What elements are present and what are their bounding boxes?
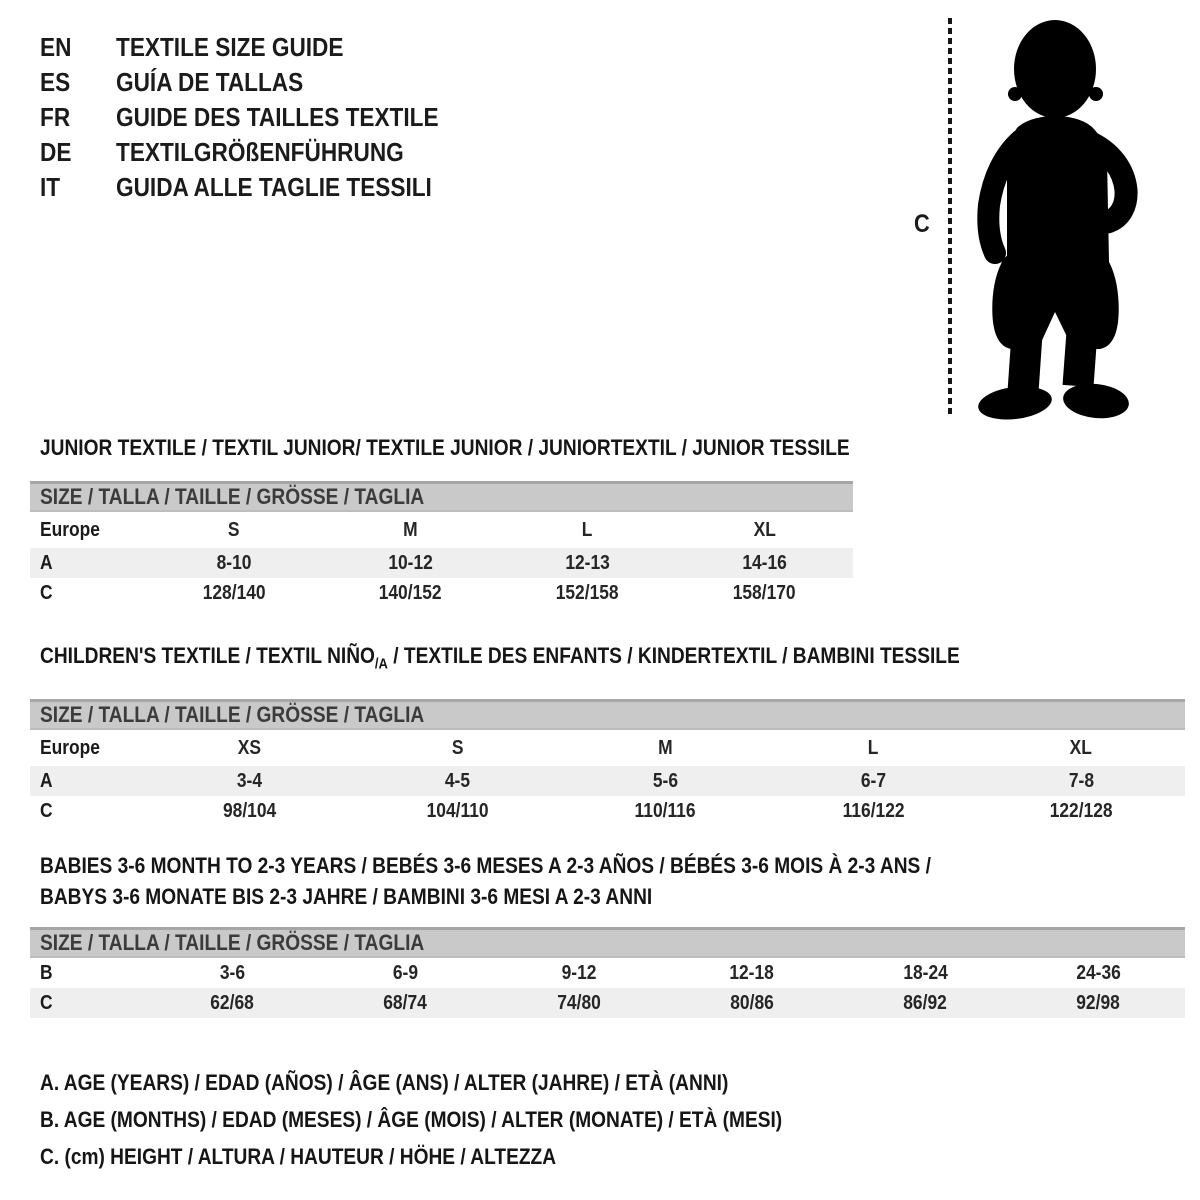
junior-size-bar: SIZE / TALLA / TAILLE / GRÖSSE / TAGLIA (30, 481, 853, 512)
babies-heading-line1: BABIES 3-6 MONTH TO 2-3 YEARS / BEBÉS 3-6 MESES A 2-3 AÑOS / BÉBÉS 3-6 MOIS À 2-3 ANS / (40, 853, 931, 878)
value-cell: 128/140 (202, 581, 266, 604)
region-label: Europe (40, 518, 100, 541)
value-cell: 7-8 (1068, 769, 1094, 792)
guide-title: GUIDA ALLE TAGLIE TESSILI (116, 172, 432, 202)
junior-textile-section (30, 436, 853, 608)
babies-heading-line2: BABYS 3-6 MONATE BIS 2-3 JAHRE / BAMBINI 3-6 MESI A 2-3 ANNI (40, 884, 653, 909)
value-cell: 74/80 (556, 991, 601, 1014)
children-size-bar: SIZE / TALLA / TAILLE / GRÖSSE / TAGLIA (30, 699, 1185, 730)
size-header-cell: XL (753, 518, 776, 541)
region-label: Europe (40, 736, 100, 759)
row-label: C (40, 799, 53, 822)
size-header-cell: L (867, 736, 879, 759)
value-cell: 140/152 (379, 581, 443, 604)
children-textile-section (30, 644, 1185, 826)
value-cell: 12-18 (729, 961, 775, 984)
value-cell: 68/74 (383, 991, 428, 1014)
babies-size-bar: SIZE / TALLA / TAILLE / GRÖSSE / TAGLIA (30, 927, 1185, 958)
value-cell: 122/128 (1049, 799, 1113, 822)
size-header-cell: M (657, 736, 673, 759)
legend-footnotes (30, 1064, 893, 1175)
toddler-silhouette-icon (963, 12, 1141, 422)
value-cell: 3-6 (219, 961, 245, 984)
value-cell: 14-16 (742, 551, 787, 574)
value-cell: 86/92 (903, 991, 947, 1014)
row-label: A (40, 551, 53, 574)
value-cell: 18-24 (902, 961, 948, 984)
language-row-es (40, 65, 487, 100)
language-code: FR (40, 102, 71, 132)
row-label: C (40, 581, 53, 604)
value-cell: 80/86 (730, 991, 774, 1014)
footnote-c: C. (cm) HEIGHT / ALTURA / HAUTEUR / HÖHE / ALTEZZA (40, 1144, 557, 1169)
junior-row-height (30, 578, 853, 608)
language-row-fr (40, 100, 487, 135)
language-code: DE (40, 137, 72, 167)
babies-row-height (30, 988, 1185, 1018)
value-cell: 152/158 (556, 581, 620, 604)
guide-title: TEXTILGRÖßENFÜHRUNG (116, 137, 404, 167)
row-label: B (40, 961, 53, 984)
size-header-cell: L (582, 518, 593, 541)
size-header-cell: S (227, 518, 240, 541)
language-code: ES (40, 67, 71, 97)
value-cell: 3-4 (236, 769, 263, 792)
babies-row-months (30, 958, 1185, 988)
value-cell: 92/98 (1076, 991, 1121, 1014)
guide-title: GUIDE DES TAILLES TEXTILE (116, 102, 439, 132)
height-measure-dashed-line (948, 18, 952, 418)
value-cell: 10-12 (388, 551, 433, 574)
size-header-cell: M (403, 518, 418, 541)
babies-size-table (30, 958, 1185, 1018)
value-cell: 116/122 (842, 799, 905, 822)
language-code: EN (40, 32, 72, 62)
row-label: C (40, 991, 53, 1014)
junior-row-age (30, 548, 853, 578)
language-row-it (40, 170, 487, 205)
value-cell: 104/110 (426, 799, 489, 822)
children-section-heading: CHILDREN'S TEXTILE / TEXTIL $NIÑO_{/A}$ / TEXTILE DES ENFANTS / KINDERTEXTIL / BAMBINI TESSILE (40, 643, 960, 673)
value-cell: 62/68 (210, 991, 254, 1014)
value-cell: 8-10 (216, 551, 252, 574)
value-cell: 110/116 (634, 799, 696, 822)
heading-subscript: /A (374, 655, 388, 673)
junior-header-row (30, 512, 853, 548)
size-header-cell: XL (1069, 736, 1093, 759)
footnote-b: B. AGE (MONTHS) / EDAD (MESES) / ÂGE (MOIS) / ALTER (MONATE) / ETÀ (MESI) (40, 1107, 783, 1132)
junior-size-table (30, 512, 853, 608)
guide-title: TEXTILE SIZE GUIDE (116, 32, 344, 62)
value-cell: 6-7 (860, 769, 886, 792)
value-cell: 12-13 (565, 551, 610, 574)
language-title-block (40, 30, 487, 205)
value-cell: 24-36 (1076, 961, 1121, 984)
children-row-age (30, 766, 1185, 796)
value-cell: 5-6 (652, 769, 678, 792)
babies-section-heading (30, 850, 1185, 912)
babies-textile-section (30, 850, 1185, 1018)
size-header-cell: S (451, 736, 464, 759)
children-header-row (30, 730, 1185, 766)
guide-title: GUÍA DE TALLAS (116, 67, 304, 97)
row-label: A (40, 769, 53, 792)
value-cell: 158/170 (733, 581, 796, 604)
value-cell: 98/104 (222, 799, 277, 822)
language-row-de (40, 135, 487, 170)
value-cell: 6-9 (392, 961, 418, 984)
language-code: IT (40, 172, 61, 202)
value-cell: 9-12 (561, 961, 597, 984)
measure-label-c: C (914, 210, 930, 238)
size-header-cell: XS (237, 736, 262, 759)
language-row-en (40, 30, 487, 65)
value-cell: 4-5 (444, 769, 470, 792)
junior-section-heading: JUNIOR TEXTILE / TEXTIL JUNIOR/ TEXTILE JUNIOR / JUNIORTEXTIL / JUNIOR TESSILE (40, 435, 850, 460)
footnote-a: A. AGE (YEARS) / EDAD (AÑOS) / ÂGE (ANS) / ALTER (JAHRE) / ETÀ (ANNI) (40, 1070, 729, 1095)
children-row-height (30, 796, 1185, 826)
children-size-table (30, 730, 1185, 826)
